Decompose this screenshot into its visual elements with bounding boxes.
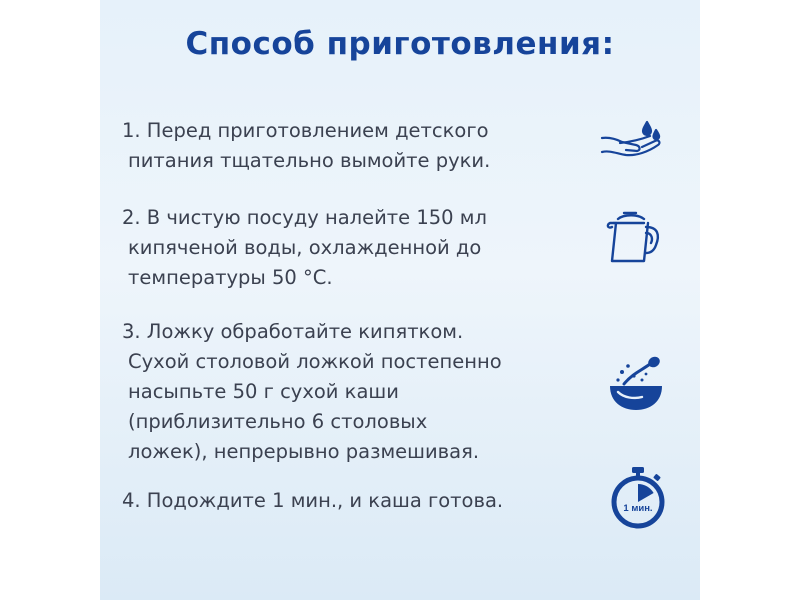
step-3-line-4: (приблизительно 6 столовых — [128, 410, 428, 433]
step-2-line-2: кипяченой воды, охлажденной до — [128, 236, 482, 259]
step-1-line-2: питания тщательно вымойте руки. — [128, 149, 491, 172]
step-2-line-1: 2. В чистую посуду налейте 150 мл — [122, 206, 487, 229]
step-3-line-1: 3. Ложку обработайте кипятком. — [122, 320, 464, 343]
step-4 — [122, 486, 592, 516]
page-title: Способ приготовления: — [185, 26, 615, 62]
step-4-line-1: 4. Подождите 1 мин., и каша готова. — [122, 489, 504, 512]
hand-wash-icon — [600, 112, 664, 176]
step-3-line-3: насыпьте 50 г сухой каши — [128, 380, 399, 403]
step-3 — [122, 317, 592, 467]
stopwatch-label: 1 мин. — [623, 503, 653, 514]
instructions-panel — [100, 0, 700, 600]
kettle-icon — [602, 205, 666, 269]
step-3-line-2: Сухой столовой ложкой постепенно — [128, 350, 502, 373]
step-1 — [122, 116, 592, 176]
stopwatch-icon — [606, 465, 670, 529]
step-2-line-3: температуры 50 °С. — [128, 266, 333, 289]
step-3-line-5: ложек), непрерывно размешивая. — [128, 440, 480, 463]
step-2 — [122, 203, 592, 293]
step-1-line-1: 1. Перед приготовлением детского — [122, 119, 489, 142]
bowl-spoon-icon — [604, 352, 668, 416]
